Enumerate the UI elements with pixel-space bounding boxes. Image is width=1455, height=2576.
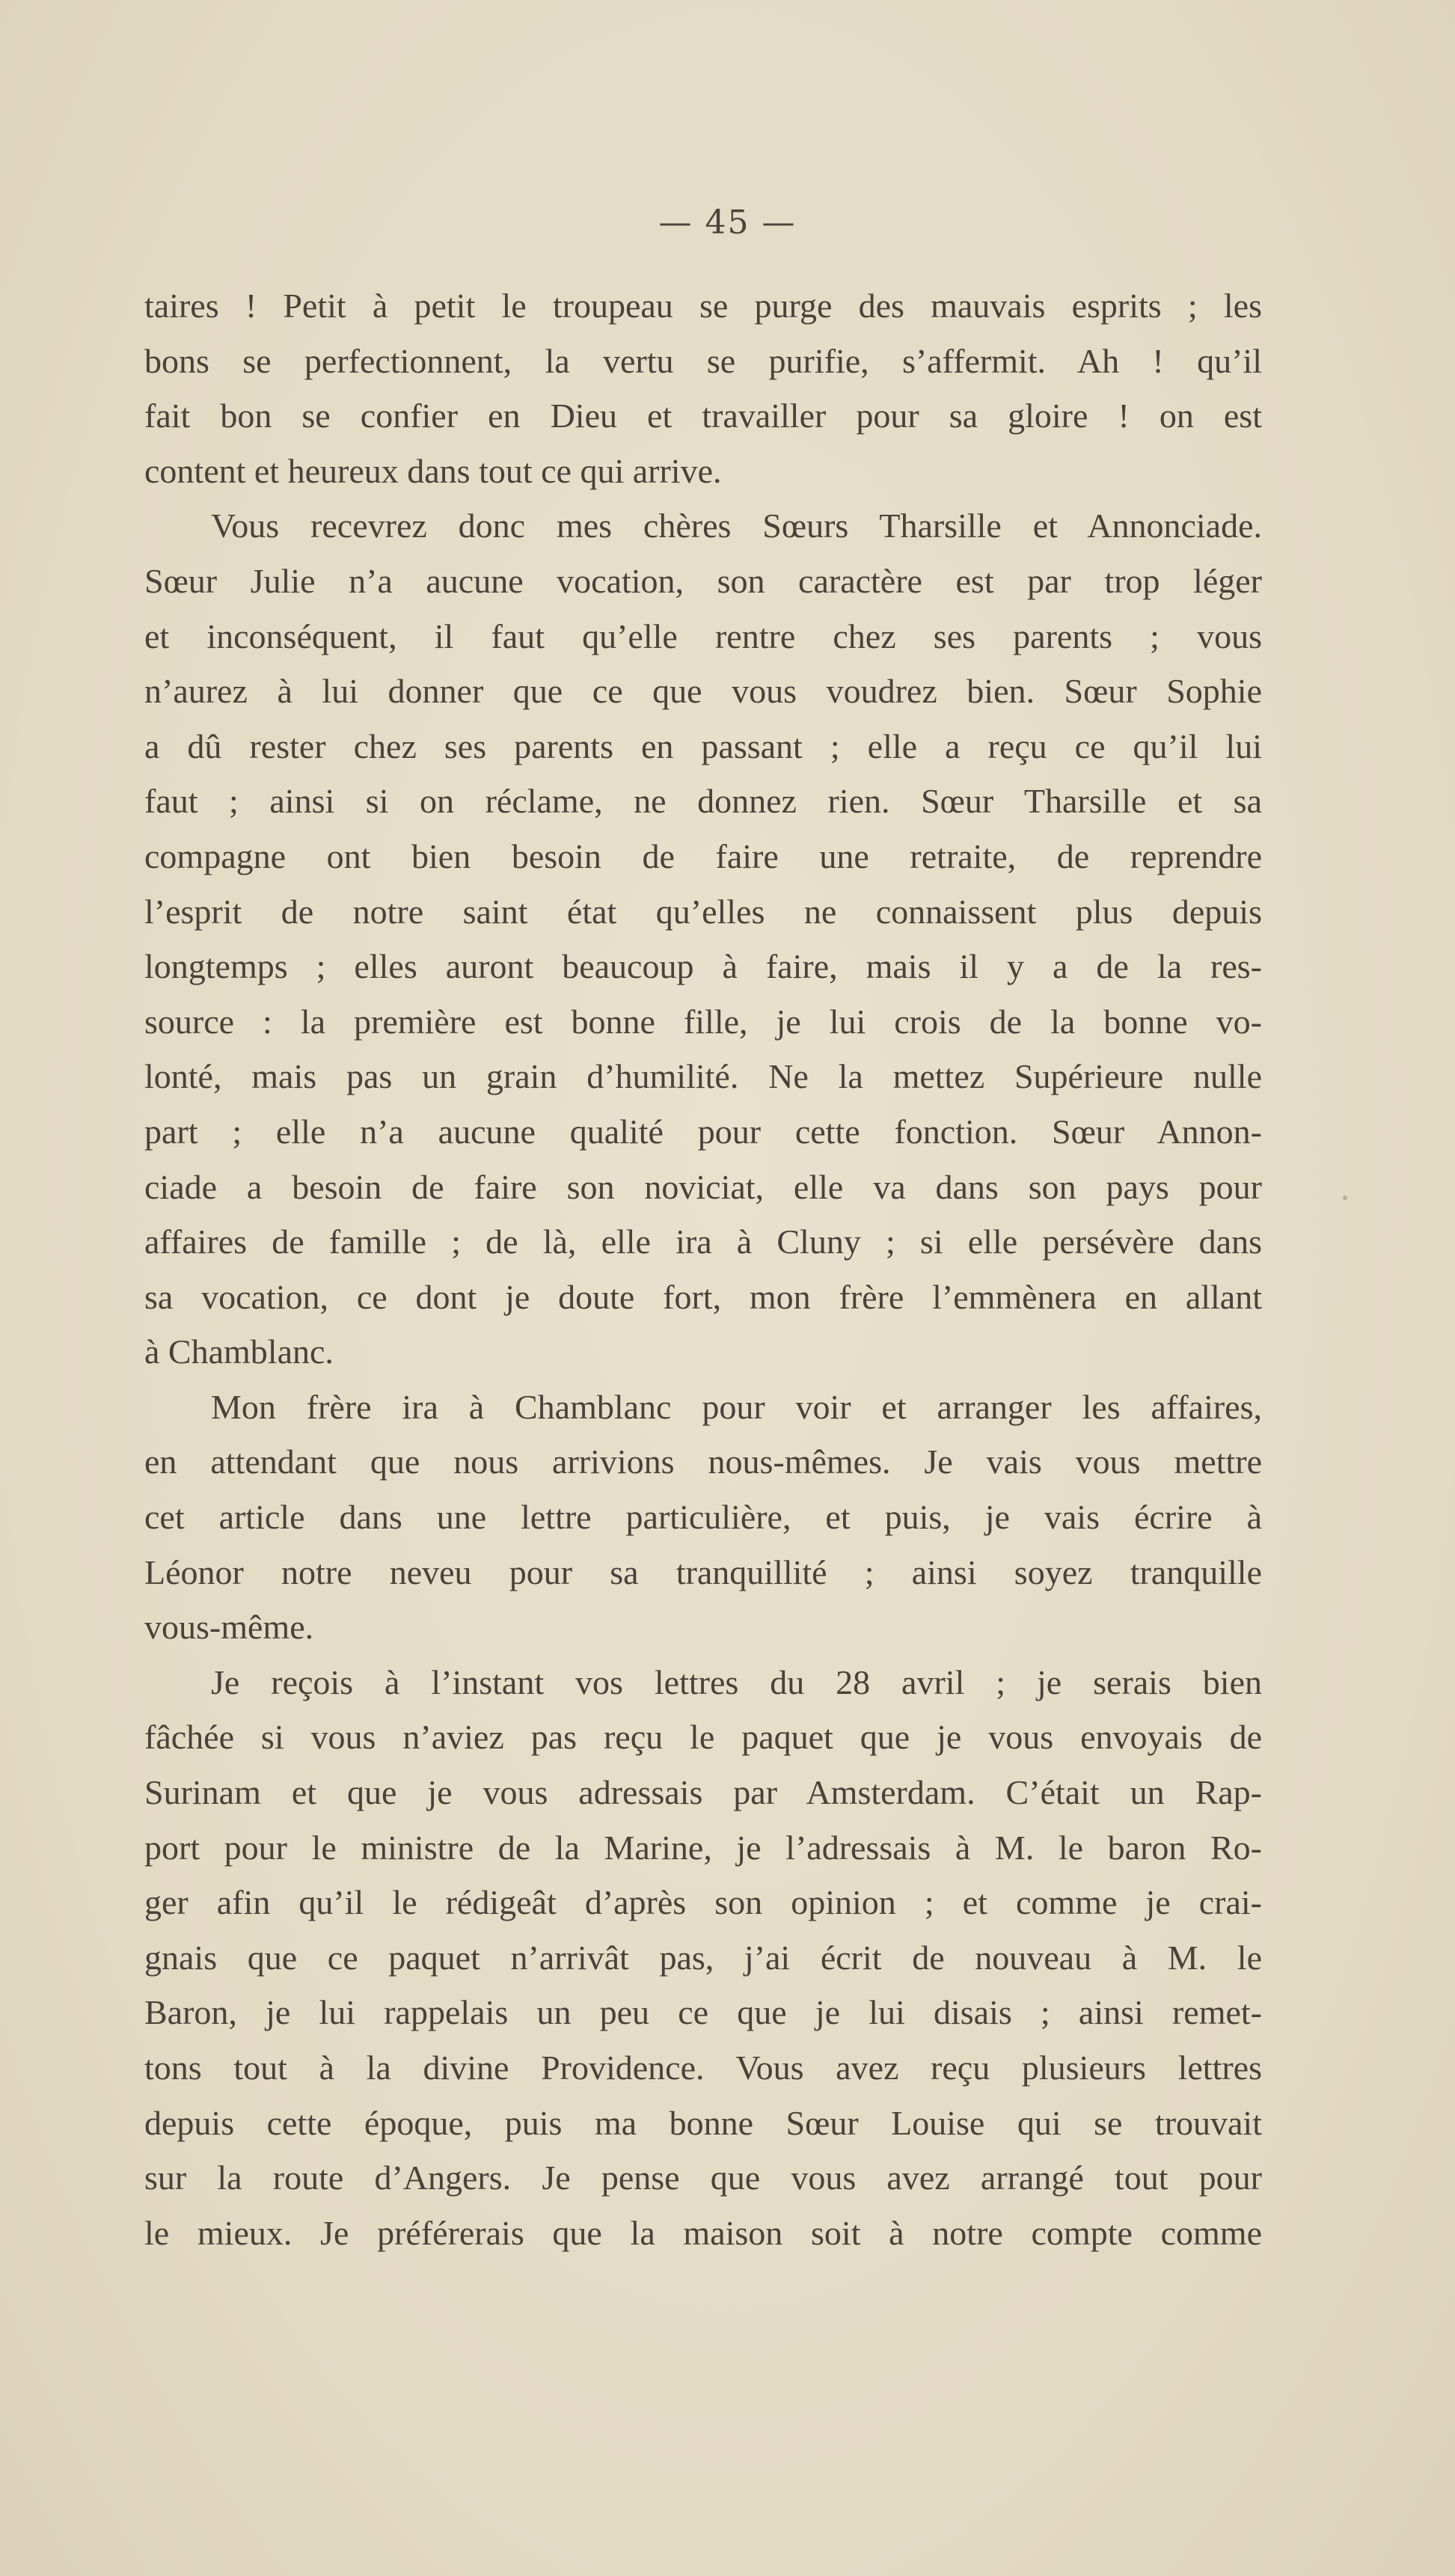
text-line: à Chamblanc.: [144, 1333, 334, 1371]
text-line: gnais que ce paquet n’arrivât pas, j’ai écrit de nouveau à M. le: [144, 1938, 1262, 1977]
text-line: tons tout à la divine Providence. Vous avez reçu plusieurs lettres: [144, 2049, 1262, 2087]
text-line: content et heureux dans tout ce qui arrive.: [144, 451, 722, 490]
text-line: Léonor notre neveu pour sa tranquillité ; ainsi soyez tranquille: [144, 1552, 1262, 1591]
text-line: bons se perfectionnent, la vertu se purifie, s’affermit. Ah ! qu’il: [144, 341, 1262, 380]
text-line: Vous recevrez donc mes chères Sœurs Tharsille et Annonciade.: [211, 507, 1262, 545]
text-line: en attendant que nous arrivions nous-mêmes. Je vais vous mettre: [144, 1443, 1262, 1481]
text-line: fâchée si vous n’aviez pas reçu le paquet que je vous envoyais de: [144, 1718, 1262, 1757]
text-line: Je reçois à l’instant vos lettres du 28 avril ; je serais bien: [211, 1662, 1262, 1701]
text-line: Sœur Julie n’a aucune vocation, son caractère est par trop léger: [144, 561, 1262, 600]
text-line: Surinam et que je vous adressais par Amsterdam. C’était un Rap-: [144, 1773, 1262, 1812]
text-line: vous-même.: [144, 1608, 314, 1647]
text-line: sur la route d’Angers. Je pense que vous avez arrangé tout pour: [144, 2159, 1262, 2197]
text-line: le mieux. Je préférerais que la maison soit à notre compte comme: [144, 2213, 1262, 2252]
text-line: ciade a besoin de faire son noviciat, elle va dans son pays pour: [144, 1167, 1262, 1206]
text-line: source : la première est bonne fille, je lui crois de la bonne vo-: [144, 1002, 1262, 1041]
text-line: compagne ont bien besoin de faire une retraite, de reprendre: [144, 836, 1262, 875]
text-line: port pour le ministre de la Marine, je l’adressais à M. le baron Ro-: [144, 1828, 1262, 1867]
text-line: lonté, mais pas un grain d’humilité. Ne la mettez Supérieure nulle: [144, 1057, 1262, 1096]
page-number: — 45 —: [658, 204, 797, 242]
text-line: n’aurez à lui donner que ce que vous voudrez bien. Sœur Sophie: [144, 672, 1262, 711]
text-line: et inconséquent, il faut qu’elle rentre chez ses parents ; vous: [144, 617, 1262, 655]
text-line: cet article dans une lettre particulière, et puis, je vais écrire à: [144, 1498, 1262, 1537]
body-text: [144, 278, 1262, 2260]
text-line: part ; elle n’a aucune qualité pour cette fonction. Sœur Annon-: [144, 1112, 1262, 1151]
text-line: affaires de famille ; de là, elle ira à Cluny ; si elle persévère dans: [144, 1223, 1262, 1261]
text-line: faut ; ainsi si on réclame, ne donnez rien. Sœur Tharsille et sa: [144, 782, 1262, 821]
text-line: Mon frère ira à Chamblanc pour voir et arranger les affaires,: [211, 1387, 1262, 1426]
text-line: Baron, je lui rappelais un peu ce que je lui disais ; ainsi remet-: [144, 1993, 1262, 2032]
paper-speck: [1343, 1196, 1347, 1200]
text-line: taires ! Petit à petit le troupeau se purge des mauvais esprits ; les: [144, 287, 1262, 325]
text-line: ger afin qu’il le rédigeât d’après son opinion ; et comme je crai-: [144, 1883, 1262, 1922]
text-line: sa vocation, ce dont je doute fort, mon frère l’emmènera en allant: [144, 1277, 1262, 1316]
text-line: longtemps ; elles auront beaucoup à faire, mais il y a de la res-: [144, 947, 1262, 986]
text-line: fait bon se confier en Dieu et travailler pour sa gloire ! on est: [144, 397, 1262, 435]
text-line: a dû rester chez ses parents en passant ; elle a reçu ce qu’il lui: [144, 726, 1262, 765]
text-line: l’esprit de notre saint état qu’elles ne connaissent plus depuis: [144, 892, 1262, 931]
text-line: depuis cette époque, puis ma bonne Sœur Louise qui se trouvait: [144, 2103, 1262, 2142]
